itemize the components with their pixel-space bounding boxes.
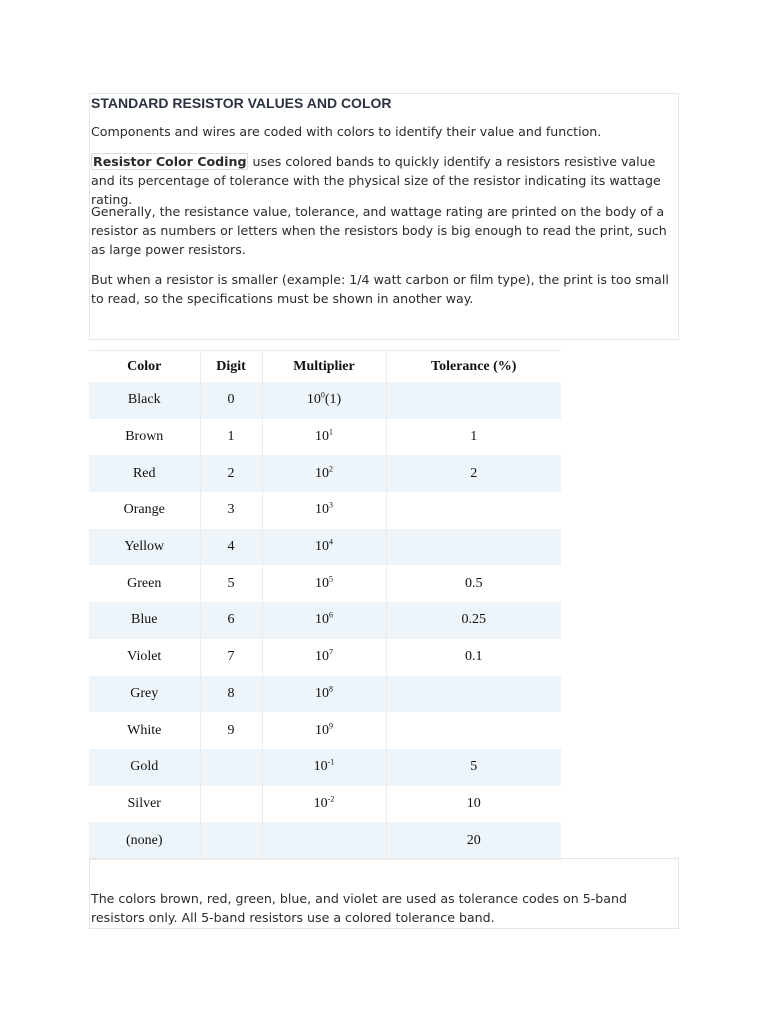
header-digit: Digit xyxy=(200,351,262,383)
cell-multiplier xyxy=(262,676,386,713)
cell-digit: 4 xyxy=(200,529,262,566)
cell-color: Red xyxy=(89,455,200,492)
cell-multiplier xyxy=(262,822,386,859)
table-row xyxy=(89,565,561,602)
cell-multiplier xyxy=(262,565,386,602)
intro-section xyxy=(89,93,679,340)
multiplier-exponent: 6 xyxy=(329,610,333,620)
cell-color: Violet xyxy=(89,639,200,676)
cell-digit xyxy=(200,786,262,823)
cell-color: Brown xyxy=(89,419,200,456)
cell-color: (none) xyxy=(89,822,200,859)
intro-paragraph-1: Components and wires are coded with colors to identify their value and function. xyxy=(91,124,602,139)
cell-digit: 5 xyxy=(200,565,262,602)
table-row xyxy=(89,712,561,749)
multiplier-base: 10 xyxy=(313,759,328,775)
table-row xyxy=(89,822,561,859)
cell-tolerance xyxy=(386,382,561,419)
cell-multiplier xyxy=(262,602,386,639)
multiplier-exponent: 8 xyxy=(329,684,333,694)
multiplier-base: 10 xyxy=(315,539,329,555)
cell-multiplier xyxy=(262,455,386,492)
footer-note: The colors brown, red, green, blue, and violet are used as tolerance codes on 5-band resistors only. All 5-band resistors use a colored tolerance band. xyxy=(91,891,627,925)
table-row xyxy=(89,749,561,786)
keyword-resistor-color-coding[interactable]: Resistor Color Coding xyxy=(93,154,247,169)
cell-digit: 1 xyxy=(200,419,262,456)
multiplier-exponent: 5 xyxy=(329,574,333,584)
multiplier-exponent: 3 xyxy=(329,500,333,510)
multiplier-base: 10 xyxy=(315,575,329,591)
cell-color: Green xyxy=(89,565,200,602)
cell-multiplier xyxy=(262,712,386,749)
table-row xyxy=(89,492,561,529)
cell-color: Blue xyxy=(89,602,200,639)
multiplier-exponent: 4 xyxy=(329,537,333,547)
header-multiplier: Multiplier xyxy=(262,351,386,383)
cell-digit: 2 xyxy=(200,455,262,492)
header-tolerance: Tolerance (%) xyxy=(386,351,561,383)
cell-tolerance: 20 xyxy=(386,822,561,859)
cell-tolerance xyxy=(386,492,561,529)
cell-tolerance: 0.5 xyxy=(386,565,561,602)
multiplier-exponent: 7 xyxy=(329,647,333,657)
cell-multiplier xyxy=(262,786,386,823)
table-row xyxy=(89,419,561,456)
cell-color: Gold xyxy=(89,749,200,786)
multiplier-suffix: (1) xyxy=(324,392,342,408)
multiplier-base: 10 xyxy=(315,465,329,481)
multiplier-exponent: 2 xyxy=(329,464,333,474)
multiplier-base: 10 xyxy=(306,392,321,408)
resistor-color-table xyxy=(89,350,561,860)
cell-tolerance: 0.25 xyxy=(386,602,561,639)
cell-tolerance xyxy=(386,676,561,713)
multiplier-base: 10 xyxy=(315,685,329,701)
cell-digit xyxy=(200,749,262,786)
cell-color: Silver xyxy=(89,786,200,823)
table-row xyxy=(89,602,561,639)
cell-digit xyxy=(200,822,262,859)
cell-tolerance: 1 xyxy=(386,419,561,456)
multiplier-exponent: -2 xyxy=(327,794,335,804)
cell-tolerance: 10 xyxy=(386,786,561,823)
cell-digit: 9 xyxy=(200,712,262,749)
header-color: Color xyxy=(89,351,200,383)
table-row xyxy=(89,786,561,823)
multiplier-base: 10 xyxy=(315,502,329,518)
cell-tolerance xyxy=(386,712,561,749)
cell-multiplier xyxy=(262,382,386,419)
table-row xyxy=(89,676,561,713)
cell-multiplier xyxy=(262,749,386,786)
cell-tolerance: 0.1 xyxy=(386,639,561,676)
cell-digit: 0 xyxy=(200,382,262,419)
multiplier-exponent: 1 xyxy=(329,427,333,437)
multiplier-base: 10 xyxy=(313,795,328,811)
intro-paragraph-2 xyxy=(91,152,670,209)
cell-multiplier xyxy=(262,529,386,566)
cell-color: White xyxy=(89,712,200,749)
multiplier-base: 10 xyxy=(315,649,329,665)
table-row xyxy=(89,455,561,492)
table-header-row xyxy=(89,351,561,383)
cell-digit: 3 xyxy=(200,492,262,529)
table-row xyxy=(89,639,561,676)
multiplier-exponent: 9 xyxy=(329,720,333,730)
cell-digit: 7 xyxy=(200,639,262,676)
multiplier-base: 10 xyxy=(315,429,329,445)
table-row xyxy=(89,382,561,419)
cell-color: Yellow xyxy=(89,529,200,566)
multiplier-exponent: 0 xyxy=(320,390,325,400)
cell-multiplier xyxy=(262,419,386,456)
multiplier-exponent: -1 xyxy=(327,757,335,767)
cell-color: Grey xyxy=(89,676,200,713)
cell-tolerance xyxy=(386,529,561,566)
multiplier-base: 10 xyxy=(315,612,329,628)
intro-paragraph-4: But when a resistor is smaller (example: 1/4 watt carbon or film type), the print is too small to read, so the specifications must be shown in another way. xyxy=(91,272,669,306)
cell-digit: 6 xyxy=(200,602,262,639)
intro-paragraph-3: Generally, the resistance value, tolerance, and wattage rating are printed on the body of a resistor as numbers or letters when the resistors body is big enough to read the print, such as large power resistors. xyxy=(91,204,667,257)
cell-tolerance: 2 xyxy=(386,455,561,492)
footer-section xyxy=(89,858,679,929)
cell-color: Orange xyxy=(89,492,200,529)
cell-color: Black xyxy=(89,382,200,419)
cell-multiplier xyxy=(262,492,386,529)
table-body xyxy=(89,382,561,859)
cell-multiplier xyxy=(262,639,386,676)
intro-paragraph-2-text: uses colored bands to quickly identify a resistors resistive value and its percentage of tolerance with the physical size of the resistor indicating its wattage rating. xyxy=(91,154,661,207)
table-row xyxy=(89,529,561,566)
multiplier-base: 10 xyxy=(315,722,329,738)
cell-digit: 8 xyxy=(200,676,262,713)
cell-tolerance: 5 xyxy=(386,749,561,786)
page-title: STANDARD RESISTOR VALUES AND COLOR xyxy=(91,95,392,111)
